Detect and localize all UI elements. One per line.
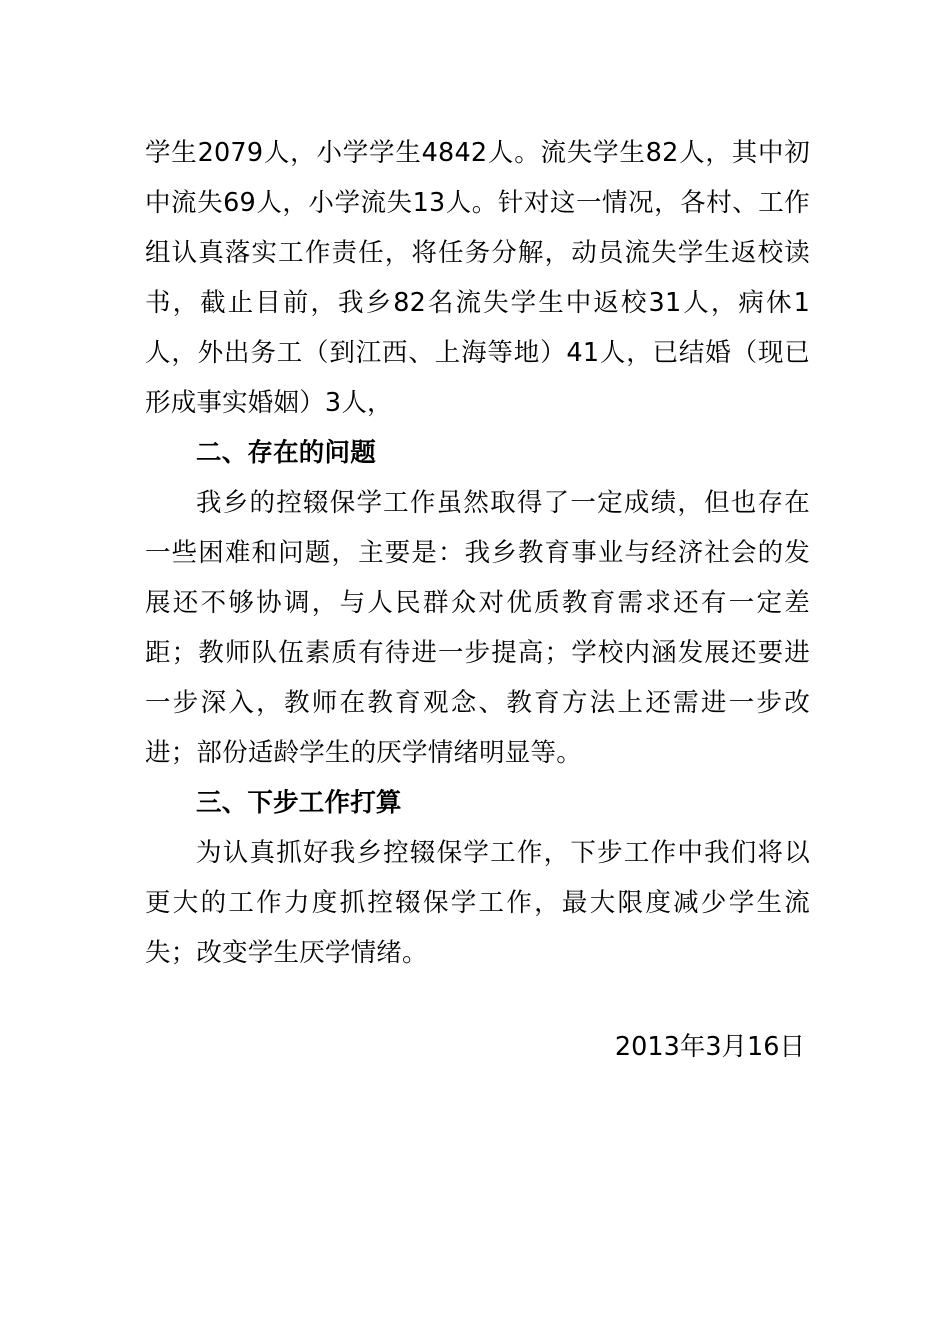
paragraph-existing-problems: 我乡的控辍保学工作虽然取得了一定成绩，但也存在一些困难和问题，主要是：我乡教育事业与经济社会的发展还不够协调，与人民群众对优质教育需求还有一定差距；教师队伍素质有待进一步提高；学校内涵发展还要进一步深入，教师在教育观念、教育方法上还需进一步改进；部份适龄学生的厌学情绪明显等。 [145, 488, 810, 768]
heading-existing-problems: 二、存在的问题 [196, 438, 376, 468]
heading-next-steps: 三、下步工作打算 [196, 788, 402, 818]
document-body [145, 128, 810, 978]
paragraph-dropout-statistics: 学生2079人，小学学生4842人。流失学生82人，其中初中流失69人，小学流失13人。针对这一情况，各村、工作组认真落实工作责任，将任务分解，动员流失学生返校读书，截止目前，我乡82名流失学生中返校31人，病休1人，外出务工（到江西、上海等地）41人，已结婚（现已形成事实婚姻）3人， [145, 138, 810, 418]
document-date: 2013年3月16日 [614, 1032, 805, 1062]
paragraph-next-steps: 为认真抓好我乡控辍保学工作，下步工作中我们将以更大的工作力度抓控辍保学工作，最大限度减少学生流失；改变学生厌学情绪。 [145, 838, 810, 968]
